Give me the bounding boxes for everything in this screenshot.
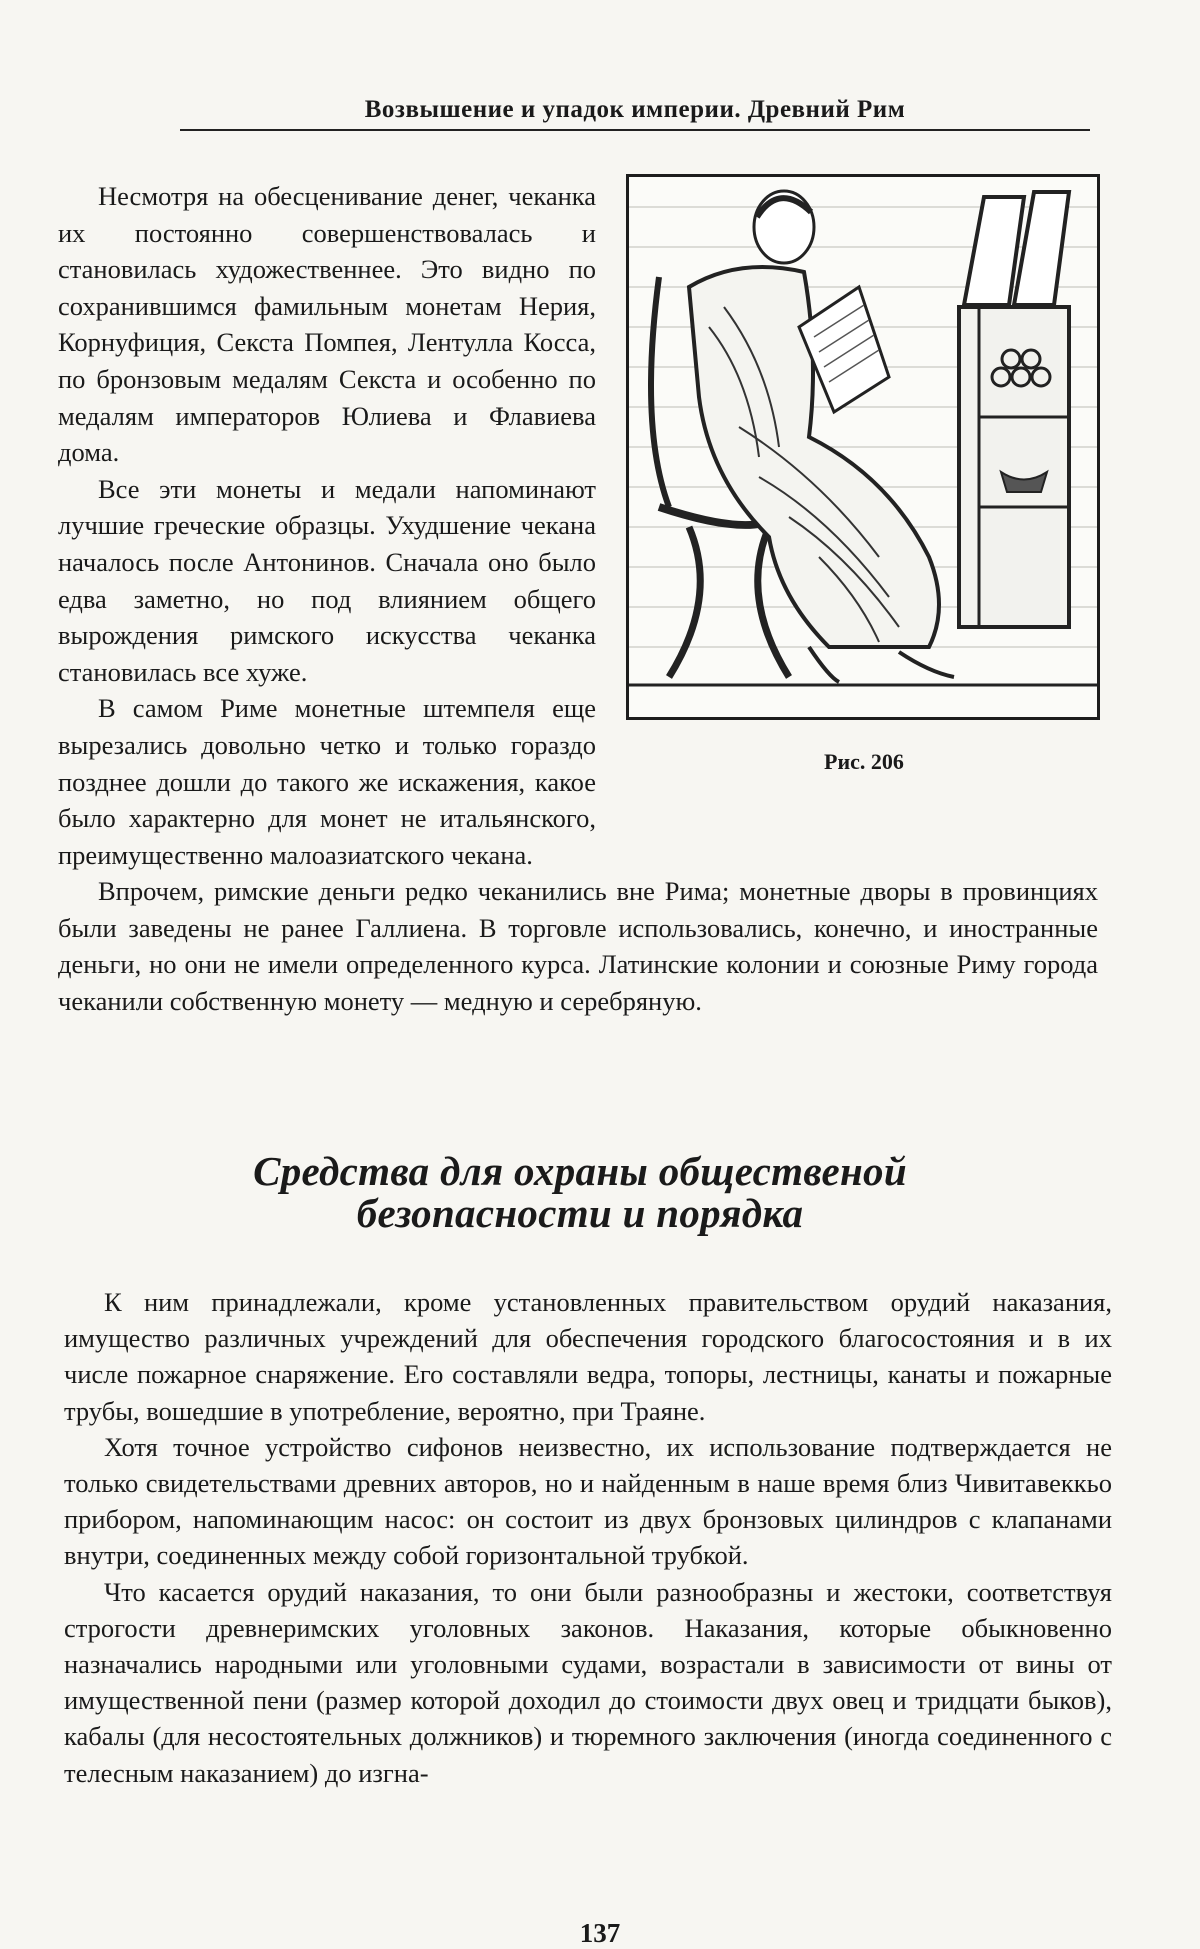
section-title (60, 1150, 1100, 1234)
page-number: 137 (579, 1918, 621, 1948)
section-title-line-1: Средства для охраны общественой (253, 1148, 907, 1194)
running-head: Возвышение и упадок империи. Древний Рим (364, 96, 906, 123)
figure-illustration (626, 174, 1100, 720)
section-1-text (58, 178, 1098, 1020)
reading-roman-illustration-icon (629, 177, 1097, 717)
paragraph: Что касается орудий наказания, то они были разнообразны и жестоки, соответствуя строгости древнеримских уголовных законов. Наказания, которые обыкновенно назначались народными или уголовными судами, возрастали в зависимости от вины от имущественной пени (размер которой доходил до стоимости двух овец и тридцати быков), кабалы (для несостоятельных должников) и тюремного заключения (иногда соединенного с телесным наказанием) до изгна- (64, 1576, 1112, 1788)
section-title-line-2: безопасности и порядка (356, 1190, 804, 1236)
paragraph: Впрочем, римские деньги редко чеканились вне Рима; монетные дворы в провинциях были заведены не ранее Галлиена. В торговле использовались, конечно, и иностранные деньги, но они не имели определенного курса. Латинские колонии и союзные Риму города чеканили собственную монету — медную и серебряную. (58, 876, 1098, 1017)
figure-206 (626, 174, 1102, 804)
paragraph: Несмотря на обесценивание денег, чеканка их постоянно совершенствовалась и становилась художественнее. Это видно по сохранившимся фамильным монетам Нерия, Корнуфиция, Секста Помпея, Лентулла Косса, по бронзовым медалям Секста и особенно по медалям императоров Юлиева и Флавиева дома. (58, 181, 596, 468)
paragraph: Все эти монеты и медали напоминают лучшие греческие образцы. Ухудшение чекана началось после Антонинов. Сначала оно было едва заметно, но под влиянием общего вырождения римского искусства чеканка становилась все хуже. (58, 473, 596, 687)
paragraph: Хотя точное устройство сифонов неизвестно, их использование подтверждается не только свидетельствами древних авторов, но и найденным в наше время близ Чивитавеккьо прибором, напоминающим насос: он состоит из двух бронзовых цилиндров с клапанами внутри, соединенных между собой горизонтальной трубкой. (64, 1431, 1112, 1571)
paragraph: В самом Риме монетные штемпеля еще вырезались довольно четко и только гораздо позднее дошли до такого же искажения, какое было характерно для монет не итальянского, преимущественно малоазиатского чекана. (58, 693, 596, 870)
paragraph: К ним принадлежали, кроме установленных правительством орудий наказания, имущество различных учреждений для обеспечения городского благосостояния и в их числе пожарное снаряжение. Его составляли ведра, топоры, лестницы, канаты и пожарные трубы, вошедшие в употребление, вероятно, при Траяне. (64, 1287, 1112, 1426)
figure-caption: Рис. 206 (824, 749, 904, 774)
header-rule (180, 129, 1090, 131)
section-2-text (64, 1284, 1112, 1791)
